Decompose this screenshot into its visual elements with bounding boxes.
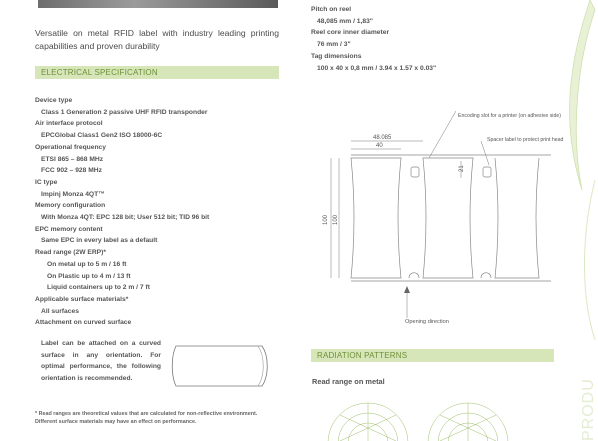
spec-value: EPCGlobal Class1 Gen2 ISO 18000-6C	[41, 132, 163, 140]
dim-height-inner: 100	[333, 214, 339, 225]
spec-label: Device type	[35, 97, 73, 104]
spacer-label-label: Spacer label to protect print head	[487, 137, 564, 143]
spec-value: All surfaces	[41, 307, 79, 315]
spec-value: FCC 902 – 928 MHz	[41, 167, 102, 175]
dim-pitch: 48.085	[373, 135, 392, 141]
radiation-subheading: Read range on metal	[312, 377, 385, 386]
side-watermark: PRODU	[580, 378, 597, 441]
mechanical-spec-list	[311, 0, 561, 74]
spec-label: Reel core inner diameter	[311, 29, 390, 37]
footnote: * Read ranges are theoretical values that are calculated for non-reflective environment. Different surface materials may have an effect on performance.	[35, 411, 258, 425]
curved-surface-text: Label can be attached on a curved surface in any orientation. For optimal performance, the following orientation is recommended.	[41, 340, 161, 383]
spec-label: Operational frequency	[35, 143, 106, 151]
spec-value: 48,085 mm / 1,83"	[317, 17, 373, 25]
opening-direction-label: Opening direction	[405, 319, 449, 325]
spec-label: Applicable surface materials*	[35, 295, 129, 303]
curved-surface-illustration	[172, 342, 272, 390]
spec-label: Read range (2W ERP)*	[35, 249, 106, 257]
electrical-spec-list	[35, 95, 279, 329]
spec-value: Same EPC in every label as a default	[41, 237, 158, 245]
spec-value: On metal up to 5 m / 16 ft	[47, 260, 127, 268]
spec-value: 76 mm / 3"	[317, 41, 351, 49]
spec-value: Class 1 Generation 2 passive UHF RFID transponder	[41, 108, 208, 116]
tag-dimension-drawing	[311, 103, 564, 333]
spec-value: 100 x 40 x 0,8 mm / 3.94 x 1.57 x 0.03"	[317, 64, 437, 72]
spec-label: Air interface protocol	[35, 120, 103, 128]
spec-value: With Monza 4QT: EPC 128 bit; User 512 bit; TID 96 bit	[41, 214, 210, 222]
spec-label: Pitch on reel	[311, 6, 352, 13]
section-heading-electrical: ELECTRICAL SPECIFICATION	[35, 66, 279, 79]
spec-label: Memory configuration	[35, 202, 106, 210]
dim-height-outer: 100	[323, 214, 329, 225]
intro-text: Versatile on metal RFID label with industry leading printing capabilities and proven durability	[35, 28, 279, 51]
spec-label: EPC memory content	[35, 225, 103, 233]
spec-value: Liquid containers up to 2 m / 7 ft	[47, 284, 150, 292]
spec-value: ETSI 865 – 868 MHz	[41, 155, 104, 163]
dim-slot: 21	[459, 165, 465, 172]
spec-label: Attachment on curved surface	[35, 319, 132, 327]
dim-width: 40	[376, 143, 383, 149]
encoding-slot-label: Encoding slot for a printer (on adhesive side)	[458, 113, 561, 119]
spec-label: Tag dimensions	[311, 52, 362, 60]
spec-value: Impinj Monza 4QT™	[41, 190, 105, 198]
spec-value: On Plastic up to 4 m / 13 ft	[47, 272, 131, 280]
section-heading-radiation: RADIATION PATTERNS	[311, 349, 554, 362]
product-photo	[38, 0, 278, 8]
spec-label: IC type	[35, 178, 58, 186]
decorative-leaf-graphic	[560, 0, 595, 441]
radiation-pattern-plots	[318, 398, 518, 441]
